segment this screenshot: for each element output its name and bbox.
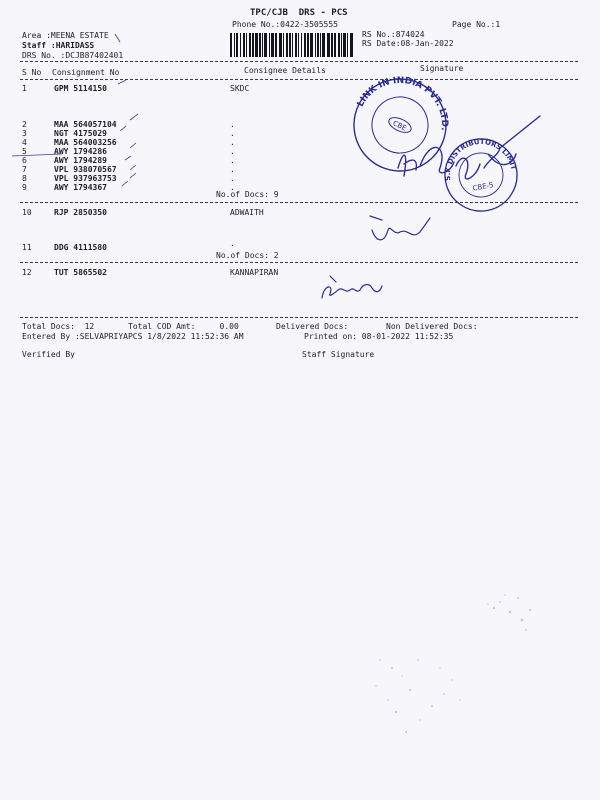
row-sno: 12	[22, 268, 32, 277]
row-consignment: VPL 937963753	[54, 174, 117, 183]
row-sno: 1	[22, 84, 27, 93]
row-consignment: TUT 5865502	[54, 268, 107, 277]
row-consignee: .	[230, 183, 235, 192]
row-sno: 7	[22, 165, 27, 174]
entered-by: Entered By :SELVAPRIYAPCS 1/8/2022 11:52:36 AM	[22, 332, 244, 341]
row-sno: 4	[22, 138, 27, 147]
row-consignment: AWY 1794286	[54, 147, 107, 156]
row-consignee: .	[230, 120, 235, 129]
row-sno: 2	[22, 120, 27, 129]
column-header-consignment: Consignment No	[52, 68, 120, 77]
docs-count: No.of Docs: 9	[216, 190, 279, 199]
row-consignment: AWY 1794367	[54, 183, 107, 192]
row-sno: 9	[22, 183, 27, 192]
column-header-sno: S No	[22, 68, 42, 77]
row-sno: 5	[22, 147, 27, 156]
row-consignee: SKDC	[230, 84, 250, 93]
total-docs: Total Docs: 12	[22, 322, 95, 331]
stamp-text: S.K DISTRIBUTORS LIMITED	[427, 133, 518, 182]
area-label: Area :MEENA ESTATE	[22, 31, 109, 40]
row-consignee: .	[230, 129, 235, 138]
row-consignee: .	[230, 174, 235, 183]
row-consignment: GPM 5114150	[54, 84, 107, 93]
row-consignment: VPL 938070567	[54, 165, 117, 174]
stamp-text: LINK IN INDIA PVT. LTD.	[355, 75, 450, 132]
row-consignee: .	[230, 147, 235, 156]
row-consignment: MAA 564003256	[54, 138, 117, 147]
verified-by: Verified By	[22, 350, 75, 359]
staff-label: Staff :HARIDASS	[22, 41, 95, 50]
non-delivered-docs: Non Delivered Docs:	[386, 322, 478, 331]
delivered-docs: Delivered Docs:	[276, 322, 349, 331]
row-consignee: ADWAITH	[230, 208, 264, 217]
row-consignee: .	[230, 239, 235, 248]
rs-date: RS Date:08-Jan-2022	[362, 39, 454, 48]
docs-count: No.of Docs: 2	[216, 251, 279, 260]
printed-on: Printed on: 08-01-2022 11:52:35	[304, 332, 454, 341]
page-number: Page No.:1	[452, 20, 501, 29]
column-header-signature: Signature	[420, 64, 464, 73]
row-sno: 8	[22, 174, 27, 183]
document-title: TPC/CJB DRS - PCS	[250, 8, 348, 18]
phone-number: Phone No.:0422-3505555	[232, 20, 338, 29]
row-sno: 3	[22, 129, 27, 138]
stamp-center: CBE	[391, 119, 408, 133]
staff-signature-label: Staff Signature	[302, 350, 375, 359]
rs-number: RS No.:874024	[362, 30, 425, 39]
row-consignment: DDG 4111580	[54, 243, 107, 252]
row-consignee: .	[230, 165, 235, 174]
row-consignment: AWY 1794289	[54, 156, 107, 165]
drs-number: DRS No. :DCJB87402401	[22, 51, 124, 60]
stamp-center: CBE-5	[472, 181, 495, 193]
row-consignment: MAA 564057104	[54, 120, 117, 129]
row-consignee: KANNAPIRAN	[230, 268, 279, 277]
row-consignee: .	[230, 138, 235, 147]
total-cod-amount: Total COD Amt: 0.00	[128, 322, 239, 331]
row-sno: 11	[22, 243, 32, 252]
row-consignee: .	[230, 156, 235, 165]
row-consignment: NGT 4175029	[54, 129, 107, 138]
row-sno: 6	[22, 156, 27, 165]
row-consignment: RJP 2850350	[54, 208, 107, 217]
column-header-consignee: Consignee Details	[244, 66, 326, 75]
row-sno: 10	[22, 208, 32, 217]
